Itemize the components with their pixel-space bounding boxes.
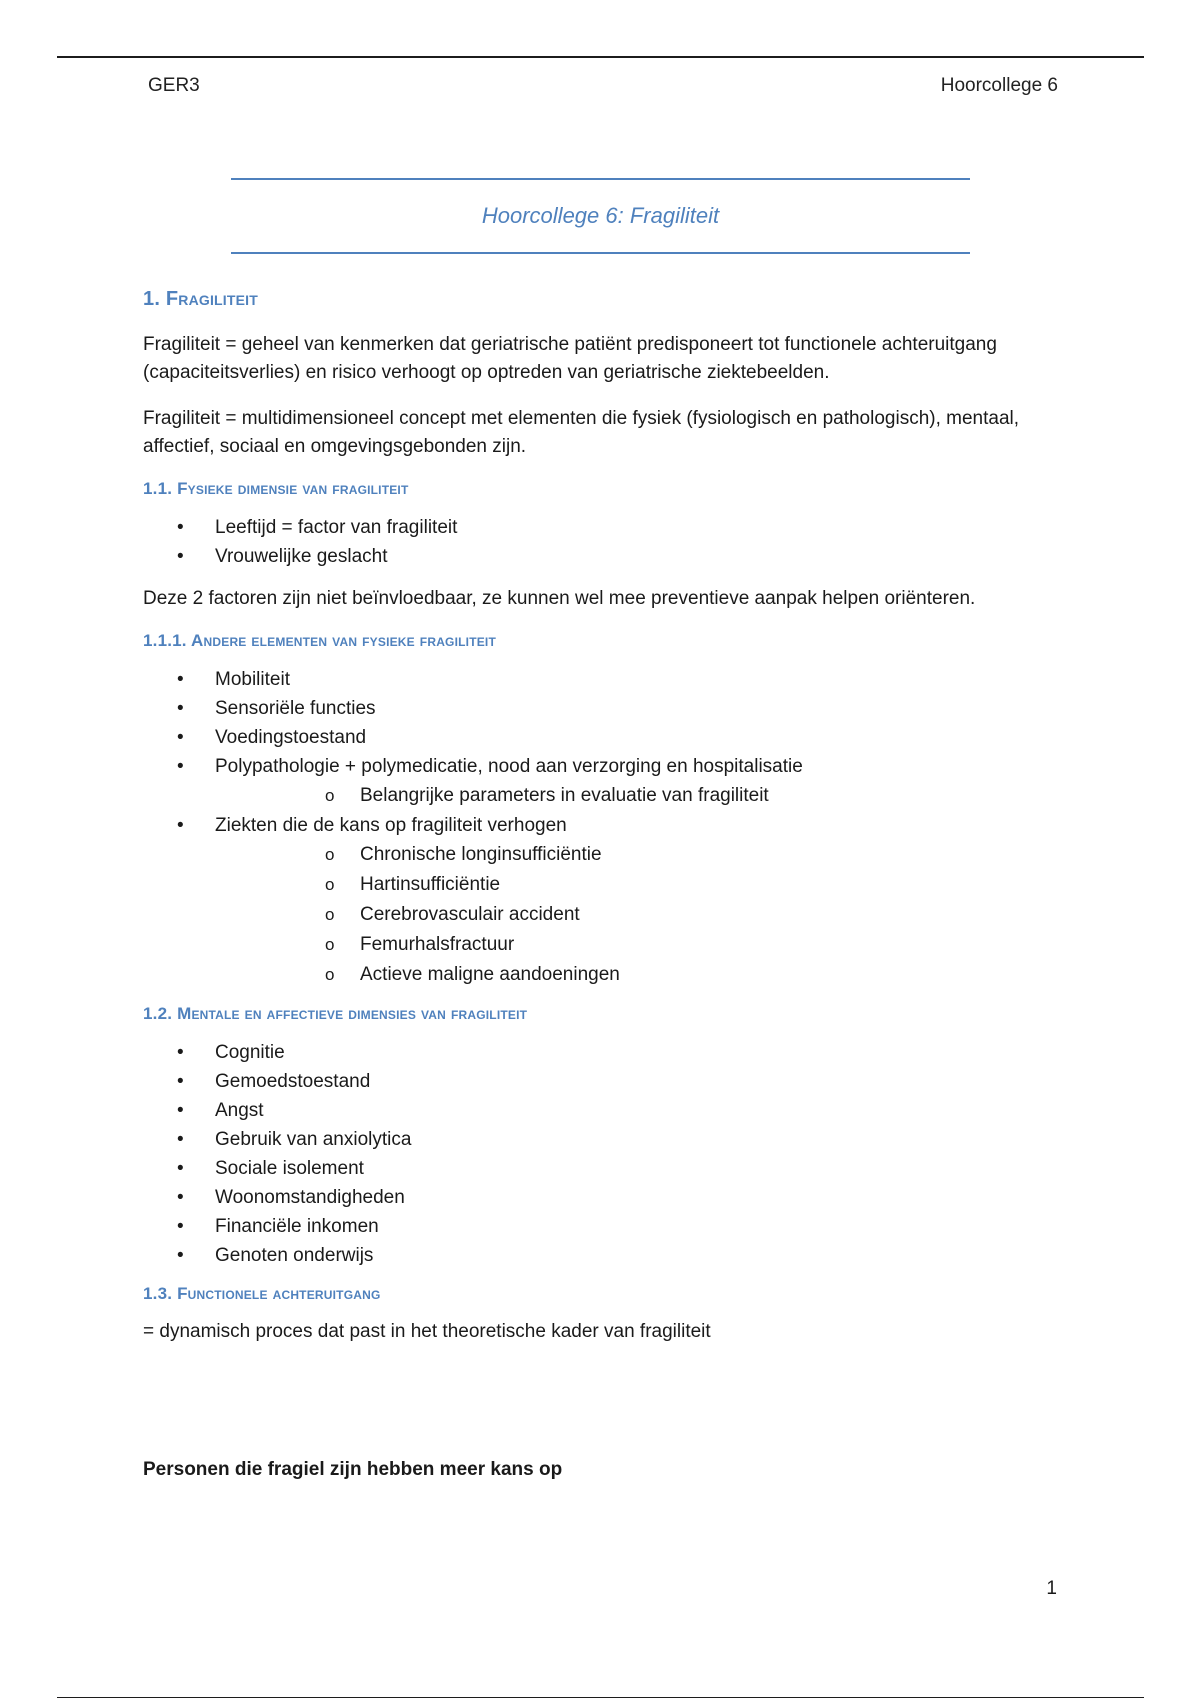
section-heading-1-2: 1.2. Mentale en affectieve dimensies van fragiliteit (143, 1004, 528, 1023)
list-item: • Gemoedstoestand (143, 1067, 1063, 1096)
sub-list-ziekten (215, 840, 1063, 990)
bullet-list-mentale (143, 1038, 1063, 1270)
header-lecture-label: Hoorcollege 6 (940, 75, 1058, 96)
header-rule (57, 56, 1144, 58)
sub-list-item: o Actieve maligne aandoeningen (215, 960, 1063, 990)
section-heading-1-3: 1.3. Functionele achteruitgang (143, 1284, 381, 1303)
list-item: • Angst (143, 1096, 1063, 1125)
header-course-code: GER3 (148, 75, 200, 96)
section-heading-1: 1. Fragiliteit (143, 288, 259, 310)
section-heading-1-1-1: 1.1.1. Andere elementen van fysieke fragiliteit (143, 631, 496, 650)
section-heading-1-1: 1.1. Fysieke dimensie van fragiliteit (143, 479, 409, 498)
bullet-list-andere-elementen (143, 665, 1063, 990)
list-item: • Mobiliteit (143, 665, 1063, 694)
paragraph-closing-bold: Personen die fragiel zijn hebben meer kans op (143, 1459, 563, 1480)
paragraph-factoren: Deze 2 factoren zijn niet beïnvloedbaar, ze kunnen wel mee preventieve aanpak helpen oriënteren. (143, 588, 976, 609)
list-item: • Vrouwelijke geslacht (143, 542, 1063, 571)
list-item: • Voedingstoestand (143, 723, 1063, 752)
sub-list-polypathologie (215, 781, 1063, 811)
list-item: • Woonomstandigheden (143, 1183, 1063, 1212)
paragraph-definition-2: Fragiliteit = multidimensioneel concept met elementen die fysiek (fysiologisch en pathologisch), mentaal, affectief, sociaal en omgevingsgebonden zijn. (143, 408, 1020, 457)
title-block (231, 178, 970, 254)
sub-list-item: o Cerebrovasculair accident (215, 900, 1063, 930)
paragraph-functionele: = dynamisch proces dat past in het theoretische kader van fragiliteit (143, 1321, 711, 1342)
footer-rule (57, 1697, 1144, 1698)
sub-list-item: o Hartinsufficiëntie (215, 870, 1063, 900)
sub-list-item: o Belangrijke parameters in evaluatie van fragiliteit (215, 781, 1063, 811)
paragraph-definition-1: Fragiliteit = geheel van kenmerken dat geriatrische patiënt predisponeert tot functionele achteruitgang (capaciteitsverlies) en risico verhoogt op optreden van geriatrische ziektebeelden. (143, 334, 997, 383)
list-item: • Sociale isolement (143, 1154, 1063, 1183)
list-item: • Sensoriële functies (143, 694, 1063, 723)
page-number: 1 (1046, 1578, 1057, 1599)
sub-list-item: o Femurhalsfractuur (215, 930, 1063, 960)
list-item: • Genoten onderwijs (143, 1241, 1063, 1270)
list-item: • Leeftijd = factor van fragiliteit (143, 513, 1063, 542)
list-item: • Gebruik van anxiolytica (143, 1125, 1063, 1154)
list-item-label: Ziekten die de kans op fragiliteit verhogen (215, 815, 567, 836)
document-title: Hoorcollege 6: Fragiliteit (481, 203, 720, 228)
list-item: • Cognitie (143, 1038, 1063, 1067)
bullet-list-fysieke (143, 513, 1063, 571)
sub-list-item: o Chronische longinsufficiëntie (215, 840, 1063, 870)
list-item: • Financiële inkomen (143, 1212, 1063, 1241)
document-body (143, 288, 1063, 1502)
list-item (143, 811, 1063, 990)
list-item (143, 752, 1063, 811)
list-item-label: Polypathologie + polymedicatie, nood aan verzorging en hospitalisatie (215, 756, 803, 777)
